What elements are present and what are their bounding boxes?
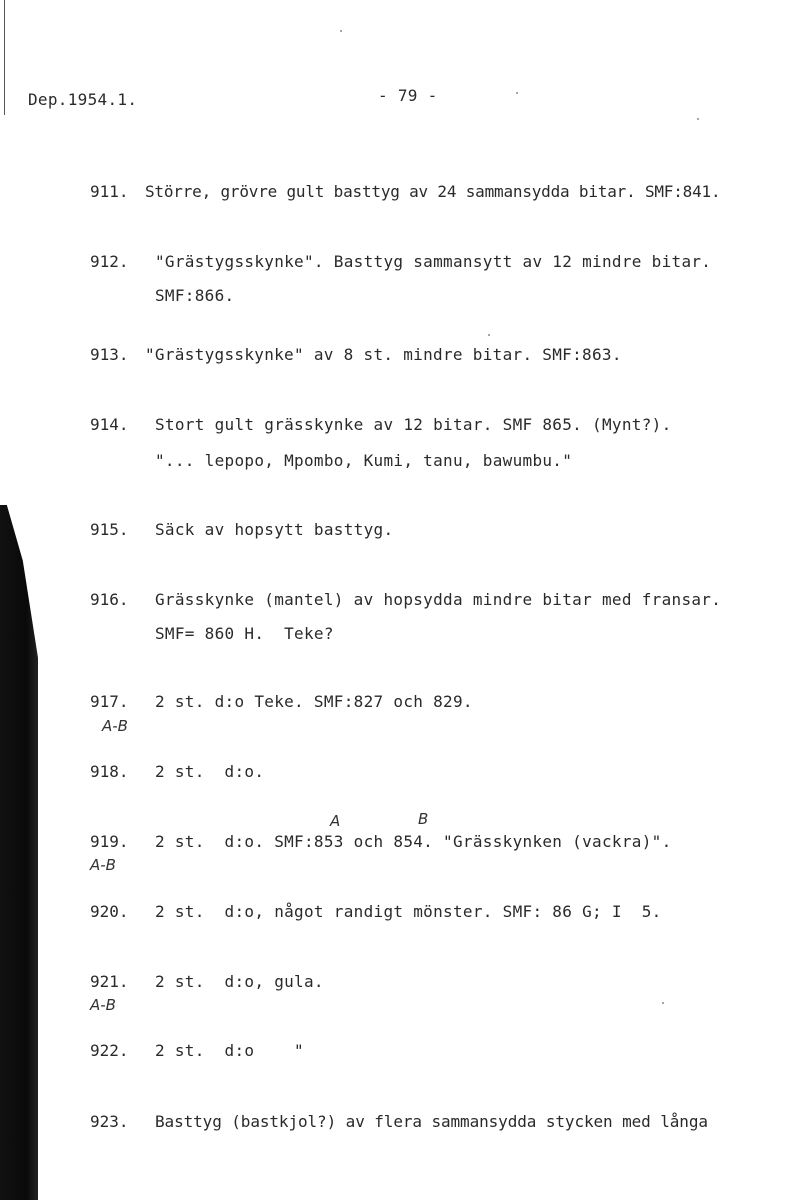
scan-edge-shadow <box>0 505 38 1200</box>
handwritten-note: B <box>418 810 429 828</box>
entry-number: 914. <box>90 415 129 434</box>
entry-line: Basttyg (bastkjol?) av flera sammansydda stycken med långa <box>155 1112 708 1131</box>
scan-speck <box>662 1002 664 1004</box>
entry-number: 915. <box>90 520 129 539</box>
entry-number: 916. <box>90 590 129 609</box>
entry-number: 923. <box>90 1112 129 1131</box>
scan-speck <box>340 30 342 32</box>
entry-line: 2 st. d:o. <box>155 762 265 781</box>
entry-line: Stort gult grässkynke av 12 bitar. SMF 865. (Mynt?). <box>155 415 672 434</box>
entry-line: 2 st. d:o, något randigt mönster. SMF: 86 G; I 5. <box>155 902 662 921</box>
entry-number: 911. <box>90 182 129 201</box>
handwritten-note: A <box>330 812 341 830</box>
handwritten-note: A-B <box>90 856 116 874</box>
entry-line: Grässkynke (mantel) av hopsydda mindre bitar med fransar. <box>155 590 722 609</box>
entry-number: 912. <box>90 252 129 271</box>
entry-line: "... lepopo, Mpombo, Kumi, tanu, bawumbu." <box>155 451 573 470</box>
scan-edge-line <box>4 0 5 115</box>
handwritten-note: A-B <box>102 717 128 735</box>
entry-number: 922. <box>90 1041 129 1060</box>
entry-line: 2 st. d:o. SMF:853 och 854. "Grässkynken (vackra)". <box>155 832 672 851</box>
entry-number: 918. <box>90 762 129 781</box>
entry-number: 921. <box>90 972 129 991</box>
entry-line: Säck av hopsytt basttyg. <box>155 520 394 539</box>
entry-number: 913. <box>90 345 129 364</box>
entry-line: 2 st. d:o " <box>155 1041 304 1060</box>
entry-line: "Grästygsskynke" av 8 st. mindre bitar. SMF:863. <box>145 345 622 364</box>
entry-number: 919. <box>90 832 129 851</box>
scan-speck <box>697 118 699 120</box>
archive-reference: Dep.1954.1. <box>28 90 138 109</box>
entry-line: SMF:866. <box>155 286 235 305</box>
page-number: - 79 - <box>378 86 438 105</box>
entry-line: "Grästygsskynke". Basttyg sammansytt av 12 mindre bitar. <box>155 252 712 271</box>
entry-line: 2 st. d:o, gula. <box>155 972 324 991</box>
entry-line: SMF= 860 H. Teke? <box>155 624 334 643</box>
entry-number: 917. <box>90 692 129 711</box>
handwritten-note: A-B <box>90 996 116 1014</box>
entry-number: 920. <box>90 902 129 921</box>
scan-speck <box>516 92 518 94</box>
entry-line: Större, grövre gult basttyg av 24 sammansydda bitar. SMF:841. <box>145 182 721 201</box>
scan-speck <box>488 334 490 336</box>
entry-line: 2 st. d:o Teke. SMF:827 och 829. <box>155 692 473 711</box>
